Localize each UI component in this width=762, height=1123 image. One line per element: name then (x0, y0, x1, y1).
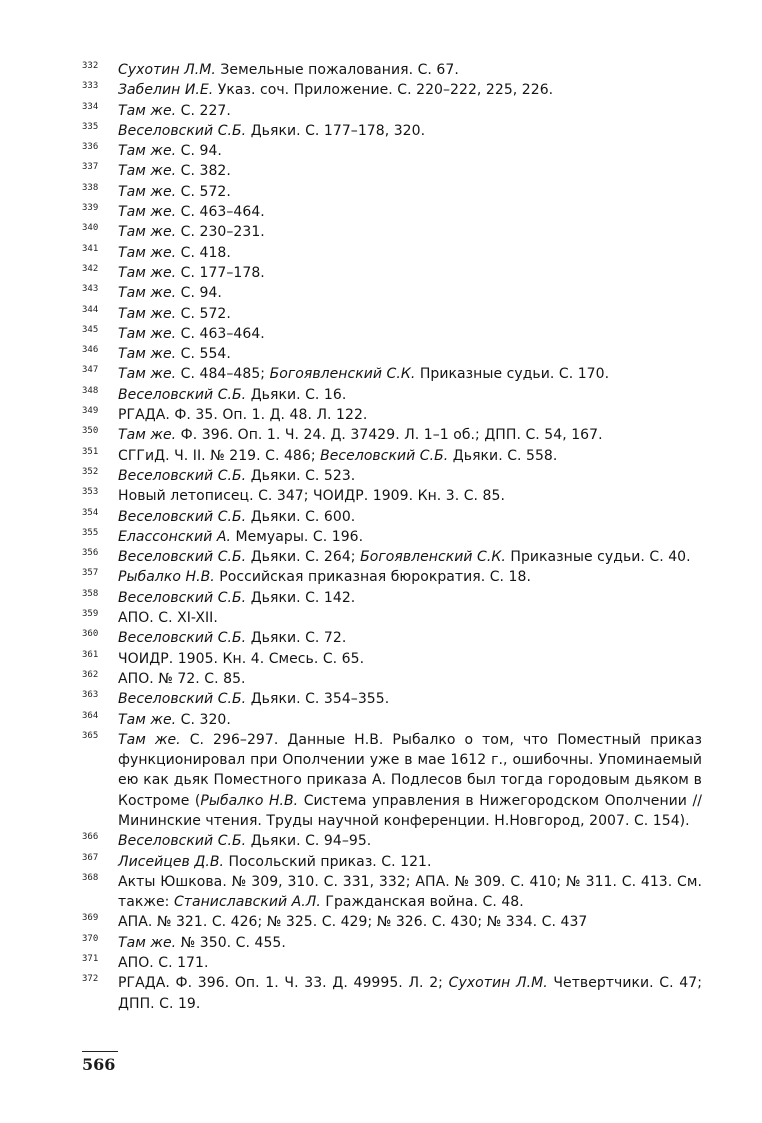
footnote-number: 359 (82, 609, 99, 620)
footnote-text (118, 344, 702, 364)
footnote (82, 222, 702, 242)
footnote-number: 370 (82, 933, 99, 944)
footnote-text (118, 649, 702, 669)
footnote (82, 649, 702, 669)
footnote-text (118, 202, 702, 222)
footnote (82, 243, 702, 263)
footnote-number: 361 (82, 649, 99, 660)
footnote-number: 333 (82, 81, 99, 92)
footnote-number: 371 (82, 954, 99, 965)
footnote (82, 852, 702, 872)
footnote-number: 360 (82, 629, 99, 640)
footnote-text (118, 121, 702, 141)
footnote-text (118, 425, 702, 445)
footnote (82, 588, 702, 608)
footnote-number: 362 (82, 669, 99, 680)
footnote (82, 710, 702, 730)
footnote (82, 304, 702, 324)
footnotes-list (82, 60, 702, 1014)
citation-text: С. 572. (176, 305, 231, 322)
footnote-text (118, 243, 702, 263)
citation-text: Дьяки. С. 72. (246, 630, 347, 647)
author-name: Там же. (118, 366, 177, 383)
footnote (82, 872, 702, 913)
citation-text: Дьяки. С. 264; (246, 549, 361, 566)
footnote-text (118, 182, 702, 202)
footnote (82, 527, 702, 547)
author-name: Веселовский С.Б. (118, 630, 247, 647)
author-name: Там же. (118, 427, 177, 444)
author-name: Веселовский С.Б. (118, 691, 247, 708)
footnote (82, 60, 702, 80)
footnote (82, 831, 702, 851)
footnote-text (118, 527, 702, 547)
author-name: Там же. (118, 244, 177, 261)
footnote (82, 466, 702, 486)
citation-text: Ф. 396. Оп. 1. Ч. 24. Д. 37429. Л. 1–1 об.; ДПП. С. 54, 167. (176, 427, 603, 444)
citation-text: С. 484–485; (176, 366, 270, 383)
footnote (82, 101, 702, 121)
footnote-number: 335 (82, 121, 99, 132)
footnote-text (118, 446, 702, 466)
footnote-text (118, 304, 702, 324)
author-name: Рыбалко Н.В. (118, 569, 215, 586)
citation-text: Гражданская война. С. 48. (320, 894, 524, 911)
footnote-text (118, 324, 702, 344)
author-name: Веселовский С.Б. (118, 589, 247, 606)
footnote-number: 356 (82, 548, 99, 559)
footnote-number: 345 (82, 324, 99, 335)
footnote-text (118, 486, 702, 506)
footnote (82, 405, 702, 425)
citation-text: С. 296–297. Данные Н.В. Рыбалко о том, что Поместный приказ функционировал при Ополчении уже в мае 1612 г., ошибочны. Упоминаемый ею как дьяк Поместного приказа А. Подлесов был тогда городовым дьяком в Костроме ( (118, 731, 702, 809)
footnote-number: 340 (82, 223, 99, 234)
citation-text: Мемуары. С. 196. (231, 528, 364, 545)
footnote-number: 358 (82, 588, 99, 599)
citation-text: Дьяки. С. 354–355. (246, 691, 390, 708)
footnote (82, 953, 702, 973)
footnote-number: 336 (82, 142, 99, 153)
footnote-number: 353 (82, 487, 99, 498)
author-name: Там же. (118, 711, 177, 728)
citation-text: С. 177–178. (176, 264, 265, 281)
footnote-text (118, 466, 702, 486)
author-name: Веселовский С.Б. (118, 122, 247, 139)
footnote-number: 363 (82, 690, 99, 701)
author-name: Станиславский А.Л. (173, 894, 321, 911)
author-name: Веселовский С.Б. (118, 467, 247, 484)
footnote-text (118, 608, 702, 628)
footnote-number: 368 (82, 872, 99, 883)
author-name: Там же. (118, 163, 177, 180)
footnote-text (118, 101, 702, 121)
footnote-number: 355 (82, 527, 99, 538)
citation-text: С. 382. (176, 163, 231, 180)
citation-text: Акты Юшкова. № 309, 310. С. 331, 332; АПА. № 309. С. 410; № 311. С. 413. См. также: (118, 873, 702, 911)
citation-text: Приказные судьи. С. 170. (415, 366, 610, 383)
author-name: Там же. (118, 731, 181, 748)
footnote-text (118, 567, 702, 587)
author-name: Рыбалко Н.В. (200, 792, 299, 809)
footnote-text (118, 689, 702, 709)
footnote-text (118, 385, 702, 405)
citation-text: Дьяки. С. 523. (246, 467, 356, 484)
footnote-number: 347 (82, 365, 99, 376)
page-number: 566 (82, 1055, 116, 1074)
citation-text: АПО. № 72. С. 85. (118, 670, 246, 687)
footnote (82, 628, 702, 648)
footnote (82, 669, 702, 689)
footnote (82, 141, 702, 161)
citation-text: АПО. С. 171. (118, 955, 209, 972)
footnote-text (118, 831, 702, 851)
footnote-number: 339 (82, 203, 99, 214)
footnote (82, 486, 702, 506)
author-name: Сухотин Л.М. (448, 975, 548, 992)
footnote-text (118, 933, 702, 953)
footnote-number: 348 (82, 385, 99, 396)
author-name: Веселовский С.Б. (118, 508, 247, 525)
author-name: Елассонский А. (118, 528, 232, 545)
footnote-number: 351 (82, 446, 99, 457)
citation-text: Дьяки. С. 177–178, 320. (246, 122, 426, 139)
citation-text: ЧОИДР. 1905. Кн. 4. Смесь. С. 65. (118, 650, 365, 667)
footnote (82, 446, 702, 466)
citation-text: С. 230–231. (176, 224, 265, 241)
footnote-text (118, 80, 702, 100)
footnote-text (118, 507, 702, 527)
footer-rule (82, 1051, 118, 1052)
author-name: Там же. (118, 305, 177, 322)
footnote-number: 349 (82, 406, 99, 417)
footnote (82, 364, 702, 384)
footnote-number: 342 (82, 263, 99, 274)
footnote-number: 354 (82, 507, 99, 518)
footnote-text (118, 852, 702, 872)
footnote-text (118, 60, 702, 80)
citation-text: АПО. С. XI-XII. (118, 610, 218, 627)
footnote-text (118, 263, 702, 283)
footnote-number: 332 (82, 61, 99, 71)
citation-text: С. 554. (176, 346, 231, 363)
footnote (82, 730, 702, 831)
citation-text: С. 463–464. (176, 204, 265, 221)
footnote-text (118, 405, 702, 425)
footnote (82, 80, 702, 100)
footnote-text (118, 973, 702, 1014)
author-name: Лисейцев Д.В. (118, 853, 224, 870)
footnote-number: 334 (82, 101, 99, 112)
author-name: Там же. (118, 264, 177, 281)
citation-text: РГАДА. Ф. 396. Оп. 1. Ч. 33. Д. 49995. Л. 2; (118, 975, 449, 992)
footnote-text (118, 872, 702, 913)
footnote-number: 366 (82, 832, 99, 843)
author-name: Там же. (118, 204, 177, 221)
footnote-number: 352 (82, 466, 99, 477)
footnote (82, 608, 702, 628)
footnote (82, 933, 702, 953)
footnote-text (118, 547, 702, 567)
citation-text: С. 227. (176, 102, 231, 119)
footnote-number: 337 (82, 162, 99, 173)
footnote (82, 263, 702, 283)
citation-text: Система управления в Нижегородском Ополчении // Мининские чтения. Труды научной конференции. Н.Новгород, 2007. С. 154). (118, 792, 702, 829)
footnote-text (118, 912, 702, 932)
citation-text: СГГиД. Ч. II. № 219. С. 486; (118, 447, 321, 464)
footnote (82, 689, 702, 709)
footnote (82, 973, 702, 1014)
footnote-text (118, 710, 702, 730)
citation-text: С. 320. (176, 711, 231, 728)
footnote-number: 346 (82, 345, 99, 356)
citation-text: РГАДА. Ф. 35. Оп. 1. Д. 48. Л. 122. (118, 407, 368, 424)
author-name: Веселовский С.Б. (118, 833, 247, 850)
footnote-text (118, 669, 702, 689)
author-name: Там же. (118, 325, 177, 342)
footnote-number: 364 (82, 710, 99, 721)
footnote (82, 507, 702, 527)
footnote-text (118, 588, 702, 608)
footnote (82, 182, 702, 202)
footnote (82, 547, 702, 567)
citation-text: С. 94. (176, 143, 222, 160)
author-name: Там же. (118, 346, 177, 363)
footnote-text (118, 161, 702, 181)
citation-text: Приказные судьи. С. 40. (505, 549, 691, 566)
citation-text: АПА. № 321. С. 426; № 325. С. 429; № 326. С. 430; № 334. С. 437 (118, 914, 588, 931)
citation-text: С. 463–464. (176, 325, 265, 342)
footnote (82, 161, 702, 181)
citation-text: Новый летописец. С. 347; ЧОИДР. 1909. Кн. 3. С. 85. (118, 488, 505, 505)
footnote (82, 425, 702, 445)
author-name: Веселовский С.Б. (320, 447, 449, 464)
author-name: Богоявленский С.К. (360, 549, 506, 566)
author-name: Сухотин Л.М. (118, 62, 216, 78)
author-name: Веселовский С.Б. (118, 386, 247, 403)
author-name: Там же. (118, 102, 177, 119)
footnote (82, 121, 702, 141)
footnote-text (118, 953, 702, 973)
footnote-number: 343 (82, 284, 99, 295)
footnote (82, 567, 702, 587)
citation-text: Дьяки. С. 94–95. (246, 833, 372, 850)
author-name: Там же. (118, 143, 177, 160)
footnote-text (118, 222, 702, 242)
citation-text: Четвертчики. С. 47; ДПП. С. 19. (118, 975, 702, 1012)
footnote (82, 324, 702, 344)
footnote-number: 350 (82, 426, 99, 437)
footnote (82, 385, 702, 405)
footnote (82, 912, 702, 932)
citation-text: Дьяки. С. 16. (246, 386, 347, 403)
footnote-number: 372 (82, 974, 99, 985)
footnote-number: 357 (82, 568, 99, 579)
citation-text: С. 94. (176, 285, 222, 302)
author-name: Веселовский С.Б. (118, 549, 247, 566)
footnote (82, 283, 702, 303)
footnote-number: 369 (82, 913, 99, 924)
author-name: Там же. (118, 934, 177, 951)
footnote-text (118, 141, 702, 161)
citation-text: Земельные пожалования. С. 67. (215, 62, 459, 78)
footnote-number: 365 (82, 730, 99, 741)
author-name: Там же. (118, 224, 177, 241)
footnote (82, 344, 702, 364)
citation-text: Российская приказная бюрократия. С. 18. (214, 569, 531, 586)
footnote-number: 341 (82, 243, 99, 254)
citation-text: Посольский приказ. С. 121. (223, 853, 432, 870)
footnote-text (118, 364, 702, 384)
author-name: Там же. (118, 285, 177, 302)
footnote-text (118, 628, 702, 648)
footnote (82, 202, 702, 222)
footnote-number: 344 (82, 304, 99, 315)
citation-text: № 350. С. 455. (176, 934, 286, 951)
citation-text: Дьяки. С. 142. (246, 589, 356, 606)
citation-text: Указ. соч. Приложение. С. 220–222, 225, 226. (213, 82, 554, 99)
citation-text: Дьяки. С. 558. (448, 447, 558, 464)
footnote-number: 367 (82, 852, 99, 863)
citation-text: С. 418. (176, 244, 231, 261)
footnote-text (118, 283, 702, 303)
author-name: Забелин И.Е. (118, 82, 214, 99)
author-name: Богоявленский С.К. (269, 366, 416, 383)
author-name: Там же. (118, 183, 177, 200)
citation-text: С. 572. (176, 183, 231, 200)
citation-text: Дьяки. С. 600. (246, 508, 356, 525)
footnote-text (118, 730, 702, 831)
footnote-number: 338 (82, 182, 99, 193)
